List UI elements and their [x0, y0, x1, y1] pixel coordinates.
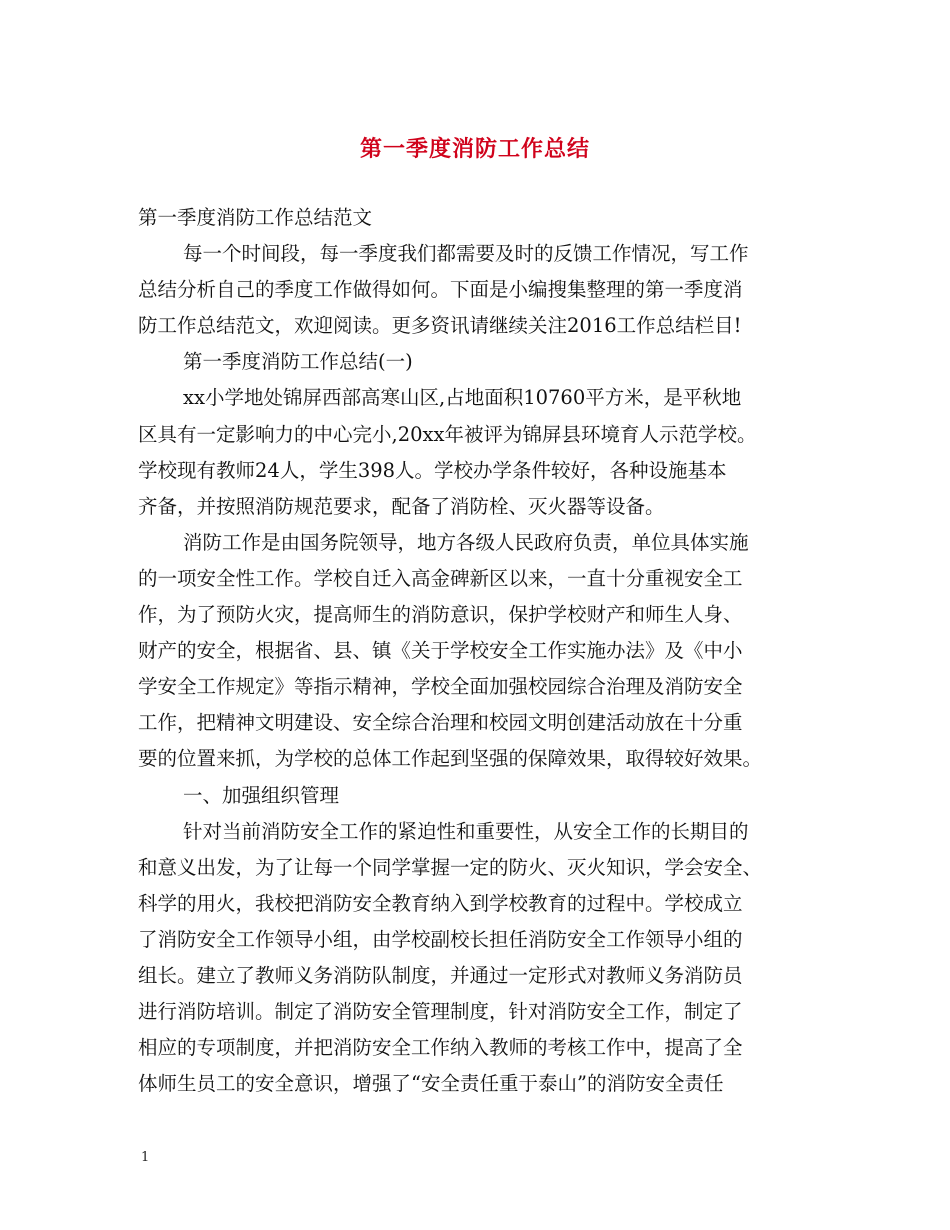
- paragraph-line: 要的位置来抓，为学校的总体工作起到坚强的保障效果，取得较好效果。: [138, 747, 763, 771]
- paragraph-line: 学校现有教师24人，学生398人。学校办学条件较好，各种设施基本: [138, 458, 727, 482]
- paragraph-line: 针对当前消防安全工作的紧迫性和重要性，从安全工作的长期目的: [183, 819, 749, 843]
- paragraph-line: 每一个时间段，每一季度我们都需要及时的反馈工作情况，写工作: [183, 242, 749, 266]
- paragraph-line: 工作，把精神文明建设、安全综合治理和校园文明创建活动放在十分重: [138, 711, 743, 735]
- paragraph-line: 消防工作是由国务院领导，地方各级人民政府负责，单位具体实施: [183, 530, 749, 554]
- paragraph-line: 相应的专项制度，并把消防安全工作纳入教师的考核工作中，提高了全: [138, 1036, 743, 1060]
- section-heading: 第一季度消防工作总结(一): [183, 350, 413, 374]
- paragraph-line: 作，为了预防火灾，提高师生的消防意识，保护学校财产和师生人身、: [138, 603, 743, 627]
- paragraph-line: xx小学地处锦屏西部高寒山区,占地面积10760平方米，是平秋地: [183, 386, 742, 410]
- subtitle-line: 第一季度消防工作总结范文: [138, 206, 373, 229]
- document-title: 第一季度消防工作总结: [359, 137, 590, 162]
- paragraph-line: 科学的用火，我校把消防安全教育纳入到学校教育的过程中。学校成立: [138, 891, 743, 915]
- paragraph-line: 的一项安全性工作。学校自迁入高金碑新区以来，一直十分重视安全工: [138, 566, 743, 590]
- paragraph-line: 齐备，并按照消防规范要求，配备了消防栓、灭火器等设备。: [138, 494, 665, 518]
- paragraph-line: 进行消防培训。制定了消防安全管理制度，针对消防安全工作，制定了: [138, 1000, 743, 1024]
- paragraph-line: 了消防安全工作领导小组，由学校副校长担任消防安全工作领导小组的: [138, 927, 743, 951]
- section-heading: 一、加强组织管理: [183, 783, 340, 807]
- paragraph-line: 总结分析自己的季度工作做得如何。下面是小编搜集整理的第一季度消: [138, 278, 743, 302]
- paragraph-line: 学安全工作规定》等指示精神，学校全面加强校园综合治理及消防安全: [138, 675, 743, 699]
- paragraph-line: 和意义出发，为了让每一个同学掌握一定的防火、灭火知识，学会安全、: [138, 855, 763, 879]
- page-number: 1: [141, 1150, 150, 1165]
- paragraph-line: 防工作总结范文，欢迎阅读。更多资讯请继续关注2016工作总结栏目!: [138, 314, 742, 338]
- document-body: [138, 200, 828, 1102]
- paragraph-line: 组长。建立了教师义务消防队制度，并通过一定形式对教师义务消防员: [138, 963, 743, 987]
- paragraph-line: 体师生员工的安全意识，增强了“安全责任重于泰山”的消防安全责任: [138, 1072, 724, 1096]
- paragraph-line: 区具有一定影响力的中心完小,20xx年被评为锦屏县环境育人示范学校。: [138, 422, 757, 446]
- paragraph-line: 财产的安全，根据省、县、镇《关于学校安全工作实施办法》及《中小: [138, 639, 743, 663]
